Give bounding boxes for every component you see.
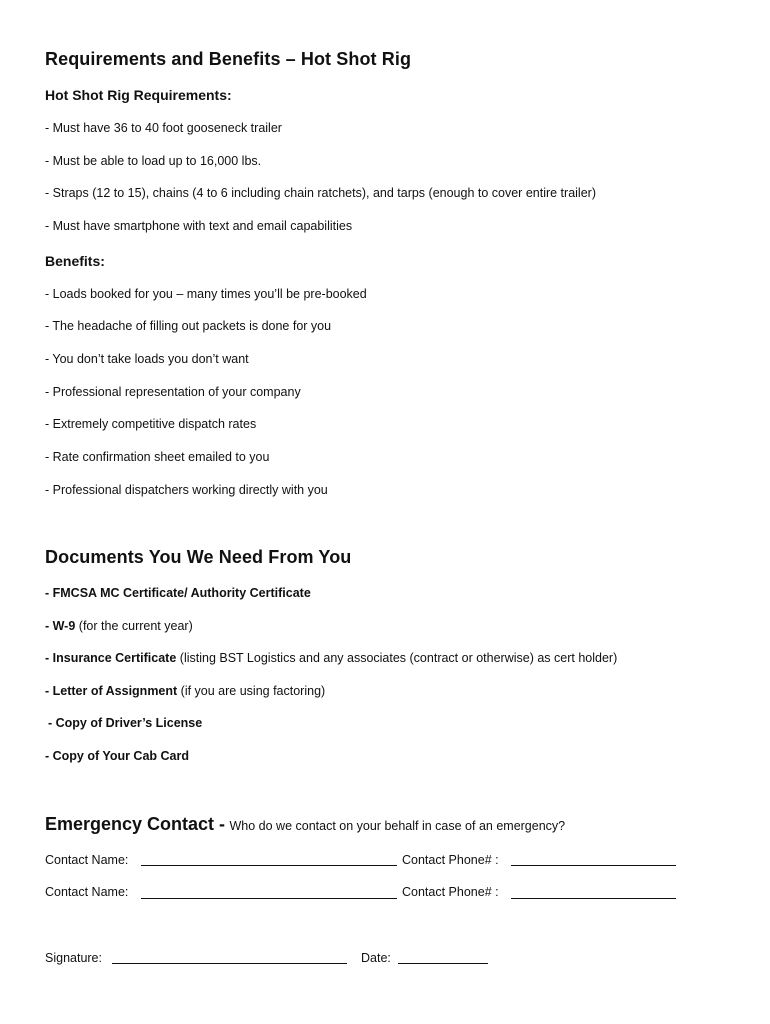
contact-phone-label: Contact Phone# : — [402, 885, 499, 899]
document-item — [45, 586, 311, 600]
contact-name-label: Contact Name: — [45, 853, 129, 867]
signature-label: Signature: — [45, 951, 102, 965]
document-item — [45, 619, 193, 633]
emergency-title: Emergency Contact - — [45, 814, 226, 834]
requirements-heading: Hot Shot Rig Requirements: — [45, 87, 232, 103]
benefit-item: - Extremely competitive dispatch rates — [45, 417, 257, 431]
benefit-item: - Professional dispatchers working directly with you — [45, 483, 328, 497]
documents-title: Documents You We Need From You — [45, 547, 352, 567]
date-label: Date: — [361, 951, 391, 965]
contact-name-field[interactable] — [141, 865, 397, 866]
benefit-item: - Rate confirmation sheet emailed to you — [45, 450, 270, 464]
requirement-item: - Must have 36 to 40 foot gooseneck trailer — [45, 121, 282, 135]
date-field[interactable] — [398, 963, 488, 964]
document-item-note: (listing BST Logistics and any associates (contract or otherwise) as cert holder) — [179, 651, 618, 665]
contact-phone-label: Contact Phone# : — [402, 853, 499, 867]
document-item-name: - Letter of Assignment — [45, 684, 178, 698]
requirement-item: - Must have smartphone with text and email capabilities — [45, 219, 353, 233]
benefit-item: - Professional representation of your company — [45, 385, 301, 399]
document-item-name: - W-9 — [45, 619, 76, 633]
emergency-question: Who do we contact on your behalf in case of an emergency? — [229, 819, 566, 833]
document-item-note: (if you are using factoring) — [180, 684, 326, 698]
document-item-note: (for the current year) — [78, 619, 193, 633]
document-item-name: - FMCSA MC Certificate/ Authority Certificate — [45, 586, 311, 600]
contact-name-field[interactable] — [141, 898, 397, 899]
document-item — [45, 749, 189, 763]
contact-name-label: Contact Name: — [45, 885, 129, 899]
benefit-item: - The headache of filling out packets is done for you — [45, 319, 332, 333]
benefit-item: - Loads booked for you – many times you’ll be pre-booked — [45, 287, 367, 301]
document-item-name: - Insurance Certificate — [45, 651, 177, 665]
requirement-item: - Straps (12 to 15), chains (4 to 6 including chain ratchets), and tarps (enough to cover entire trailer) — [45, 186, 596, 200]
document-item — [45, 651, 617, 665]
requirement-item: - Must be able to load up to 16,000 lbs. — [45, 154, 262, 168]
signature-field[interactable] — [112, 963, 347, 964]
benefit-item: - You don’t take loads you don’t want — [45, 352, 249, 366]
benefits-heading: Benefits: — [45, 253, 105, 269]
contact-phone-field[interactable] — [511, 898, 676, 899]
document-item-name: - Copy of Your Cab Card — [45, 749, 189, 763]
contact-phone-field[interactable] — [511, 865, 676, 866]
emergency-heading — [45, 814, 565, 835]
document-item — [48, 716, 202, 730]
document-item-name: - Copy of Driver’s License — [48, 716, 203, 730]
requirements-title: Requirements and Benefits – Hot Shot Rig — [45, 49, 412, 69]
document-item — [45, 684, 325, 698]
